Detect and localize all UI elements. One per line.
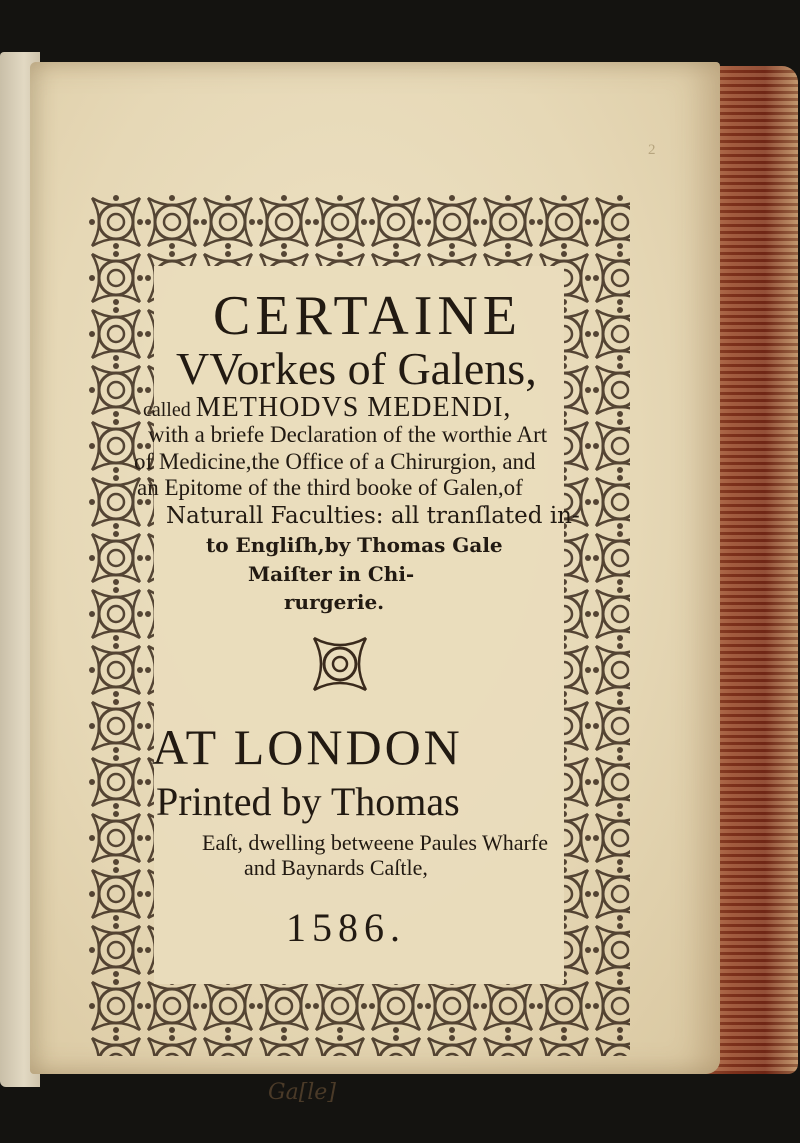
description-line: of Medicine,the Office of a Chirurgion, and	[134, 449, 536, 474]
title-text-block	[30, 62, 720, 1105]
imprint-printer: Printed by Thomas	[156, 779, 460, 824]
called-title: METHODVS MEDENDI,	[195, 392, 512, 423]
translator-line: Maiſter in Chi-	[248, 562, 415, 586]
called-line	[143, 392, 511, 424]
imprint-place: AT LONDON	[152, 719, 463, 775]
title-page	[30, 62, 720, 1105]
imprint-address-line: Eaſt, dwelling betweene Paules Wharfe	[202, 830, 548, 855]
description-line: with a briefe Declaration of the worthie Art	[148, 422, 548, 447]
called-prefix: called	[143, 399, 191, 421]
page-number: 2	[648, 142, 656, 158]
printers-ornament-icon	[308, 632, 372, 701]
book-subtitle: VVorkes of Galens,	[176, 343, 537, 394]
translator-line: rurgerie.	[284, 590, 385, 614]
imprint-year: 1586.	[286, 905, 406, 950]
book-title: CERTAINE	[213, 285, 523, 347]
description-line: Naturall Faculties: all tranſlated in-	[166, 503, 580, 529]
translator-line: to Engliſh,by Thomas Gale	[206, 533, 503, 557]
handwritten-signature: Ga[le]	[268, 1080, 336, 1105]
imprint-address-line: and Baynards Caſtle,	[244, 855, 428, 880]
description-line: an Epitome of the third booke of Galen,of	[137, 475, 523, 500]
